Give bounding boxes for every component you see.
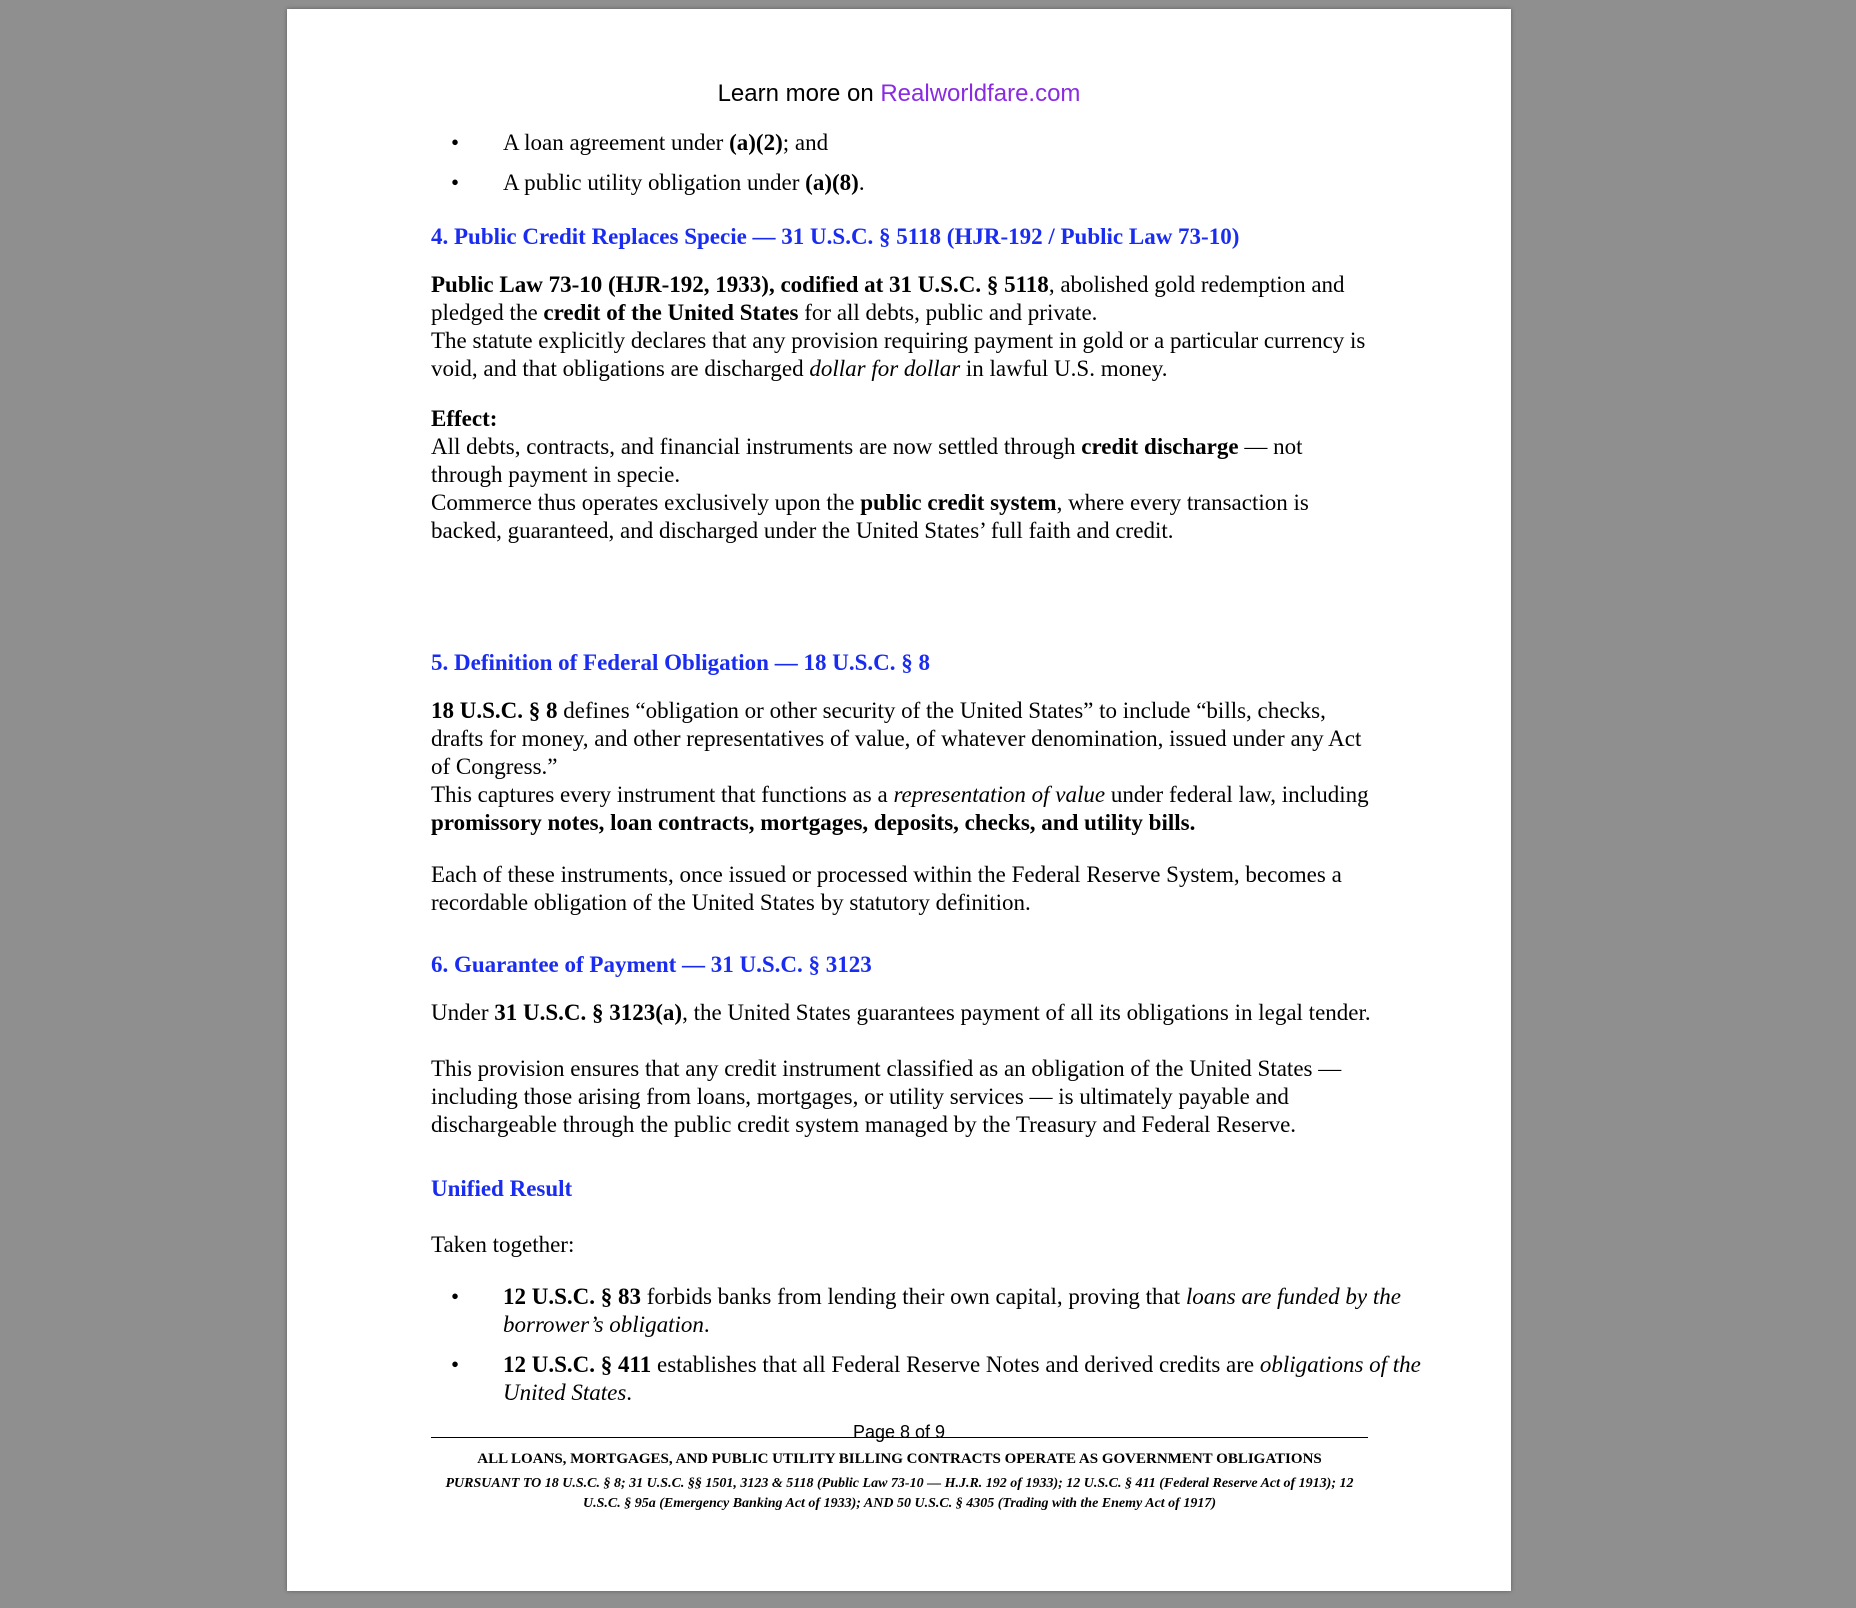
unified-intro: Taken together: <box>431 1232 575 1257</box>
section-5-paragraph-3: Each of these instruments, once issued or processed within the Federal Reserve System, becomes a recordable obligation of the United States by statutory definition. <box>431 862 1342 915</box>
learn-more-banner <box>287 79 1511 109</box>
list-item: • A loan agreement under (a)(2); and <box>451 130 829 155</box>
effect-paragraph-1: All debts, contracts, and financial instruments are now settled through credit discharge — not through payment in specie. <box>431 434 1303 487</box>
list-item: • 12 U.S.C. § 83 forbids banks from lending their own capital, proving that loans are funded by the borrower’s obligation. <box>451 1284 1401 1337</box>
section-5-paragraph-2: This captures every instrument that functions as a representation of value under federal law, including promissory notes, loan contracts, mortgages, deposits, checks, and utility bills. <box>431 782 1369 835</box>
realworldfare-link[interactable]: Realworldfare.com <box>880 80 1081 107</box>
section-6-heading: 6. Guarantee of Payment — 31 U.S.C. § 3123 <box>431 952 872 977</box>
bullet-icon: • <box>451 130 460 155</box>
footer-divider <box>431 1437 1368 1438</box>
section-4-paragraph-2: The statute explicitly declares that any provision requiring payment in gold or a particular currency is void, and that obligations are discharged dollar for dollar in lawful U.S. money. <box>431 328 1366 381</box>
bullet-icon: • <box>451 1284 460 1309</box>
section-4-heading: 4. Public Credit Replaces Specie — 31 U.S.C. § 5118 (HJR-192 / Public Law 73-10) <box>431 224 1240 249</box>
section-4-paragraph-1: Public Law 73-10 (HJR-192, 1933), codified at 31 U.S.C. § 5118, abolished gold redemption and pledged the credit of the United States for all debts, public and private. <box>431 272 1345 325</box>
learn-more-text: Learn more on <box>717 80 881 107</box>
footer-subtitle: PURSUANT TO 18 U.S.C. § 8; 31 U.S.C. §§ 1501, 3123 & 5118 (Public Law 73-10 — H.J.R. 192 of 1933); 12 U.S.C. § 411 (Federal Reserve Act of 1913); 12 U.S.C. § 95a (Emergency Banking Act of 1933); AND 50 U.S.C. § 4305 (Trading with the Enemy Act of 1917) <box>445 1476 1354 1511</box>
list-item: • 12 U.S.C. § 411 establishes that all Federal Reserve Notes and derived credits are obligations of the United States. <box>451 1352 1421 1405</box>
effect-paragraph-2: Commerce thus operates exclusively upon the public credit system, where every transaction is backed, guaranteed, and discharged under the United States’ full faith and credit. <box>431 490 1309 543</box>
list-item: • A public utility obligation under (a)(8). <box>451 170 865 195</box>
footer-title: ALL LOANS, MORTGAGES, AND PUBLIC UTILITY BILLING CONTRACTS OPERATE AS GOVERNMENT OBLIGATIONS <box>477 1451 1322 1467</box>
bullet-icon: • <box>451 1352 460 1377</box>
effect-label: Effect: <box>431 406 498 431</box>
document-page <box>287 9 1511 1591</box>
unified-result-heading: Unified Result <box>431 1176 573 1201</box>
section-6-paragraph-1: Under 31 U.S.C. § 3123(a), the United States guarantees payment of all its obligations in legal tender. <box>431 1000 1371 1025</box>
section-6-paragraph-2: This provision ensures that any credit instrument classified as an obligation of the United States — including those arising from loans, mortgages, or utility services — is ultimately payable and dischargeable through the public credit system managed by the Treasury and Federal Reserve. <box>431 1056 1342 1137</box>
section-5-heading: 5. Definition of Federal Obligation — 18 U.S.C. § 8 <box>431 650 930 675</box>
section-5-paragraph-1: 18 U.S.C. § 8 defines “obligation or other security of the United States” to include “bills, checks, drafts for money, and other representatives of value, of whatever denomination, issued under any Act of Congress.” <box>431 698 1362 779</box>
page-number: Page 8 of 9 <box>852 1422 946 1442</box>
bullet-icon: • <box>451 170 460 195</box>
